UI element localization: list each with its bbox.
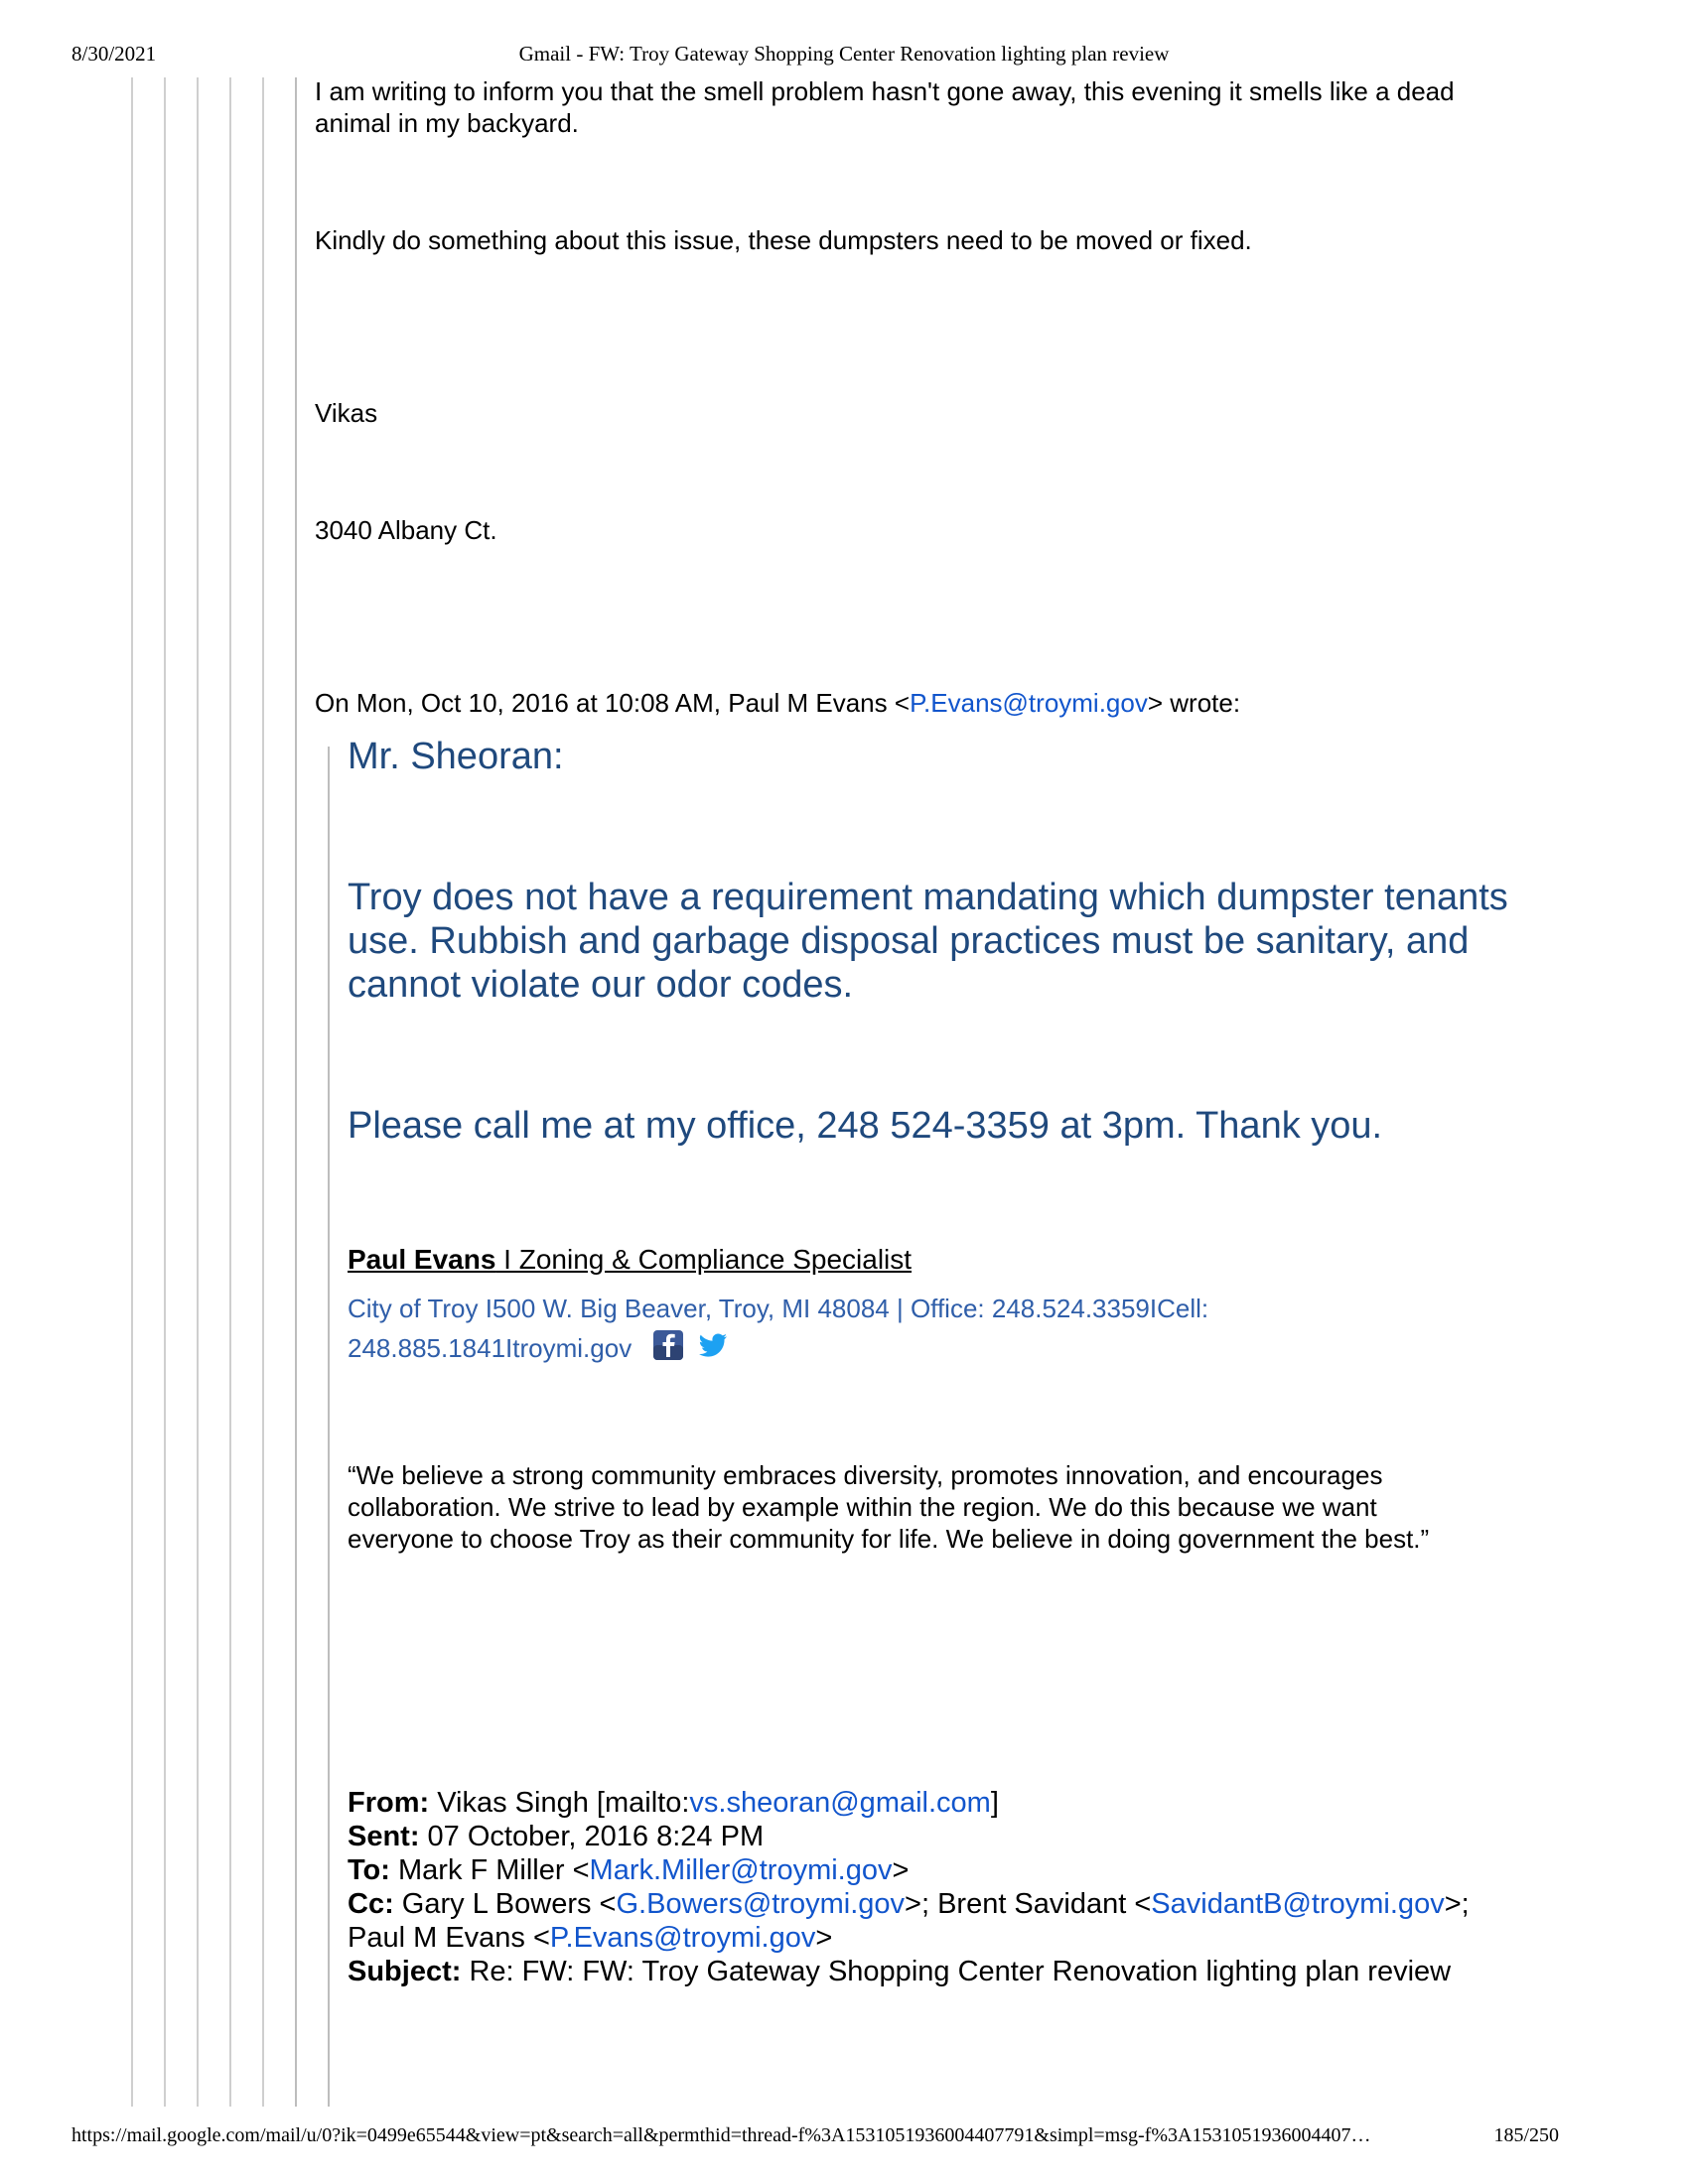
- page-number: 185/250: [1493, 2124, 1559, 2146]
- quote-bar: [295, 77, 297, 2107]
- quoted-paragraph: cannot violate our odor codes.: [348, 964, 854, 1006]
- facebook-icon[interactable]: [652, 1329, 684, 1372]
- header-subject: Subject: Re: FW: FW: Troy Gateway Shopping Center Renovation lighting plan review: [348, 1955, 1452, 1987]
- email-link[interactable]: P.Evans@troymi.gov: [549, 1921, 816, 1954]
- quoted-message: [348, 735, 1569, 1988]
- quote-bar: [262, 77, 264, 2107]
- signature-contact: 248.885.1841Itroymi.gov: [348, 1328, 1569, 1372]
- message-line: animal in my backyard.: [315, 108, 579, 138]
- quote-bar: [164, 77, 166, 2107]
- message-line: Kindly do something about this issue, these dumpsters need to be moved or fixed.: [315, 225, 1252, 255]
- quote-bar: [131, 77, 133, 2107]
- print-url: https://mail.google.com/mail/u/0?ik=0499e65544&view=pt&search=all&permthid=thread-f%3A1531051936004407791&simpl=msg-f%3A1531051936004407…: [71, 2124, 1371, 2146]
- email-link[interactable]: P.Evans@troymi.gov: [910, 688, 1148, 718]
- email-link[interactable]: Mark.Miller@troymi.gov: [589, 1853, 893, 1886]
- message-body: [315, 75, 1536, 719]
- header-from: From: Vikas Singh [mailto:vs.sheoran@gmail.com]: [348, 1786, 999, 1819]
- sender-name: Vikas: [315, 398, 378, 428]
- quoted-paragraph: Please call me at my office, 248 524-3359 at 3pm. Thank you.: [348, 1105, 1383, 1147]
- quote-bar: [229, 77, 231, 2107]
- header-cc-continued: Paul M Evans <P.Evans@troymi.gov>: [348, 1921, 833, 1954]
- print-footer: [71, 2124, 1617, 2152]
- message-line: I am writing to inform you that the smell problem hasn't gone away, this evening it smells like a dead: [315, 76, 1455, 106]
- mission-statement: everyone to choose Troy as their community for life. We believe in doing government the best.”: [348, 1523, 1430, 1554]
- header-to: To: Mark F Miller <Mark.Miller@troymi.gov>: [348, 1853, 910, 1886]
- mission-statement: “We believe a strong community embraces diversity, promotes innovation, and encourages: [348, 1459, 1383, 1490]
- print-date: 8/30/2021: [71, 42, 157, 66]
- quote-bar: [197, 77, 199, 2107]
- mission-statement: collaboration. We strive to lead by example within the region. We do this because we want: [348, 1491, 1377, 1522]
- signature-title: Paul Evans I Zoning & Compliance Specialist: [348, 1244, 913, 1275]
- print-title: Gmail - FW: Troy Gateway Shopping Center Renovation lighting plan review: [518, 42, 1170, 66]
- quote-bar: [328, 747, 330, 2107]
- twitter-icon[interactable]: [698, 1330, 728, 1370]
- email-link[interactable]: G.Bowers@troymi.gov: [616, 1887, 906, 1920]
- email-link[interactable]: vs.sheoran@gmail.com: [689, 1786, 991, 1819]
- email-link[interactable]: SavidantB@troymi.gov: [1151, 1887, 1445, 1920]
- forwarded-header: [348, 1786, 1569, 1988]
- header-cc: Cc: Gary L Bowers <G.Bowers@troymi.gov>; Brent Savidant <SavidantB@troymi.gov>;: [348, 1887, 1470, 1920]
- quoted-paragraph: Troy does not have a requirement mandating which dumpster tenants: [348, 877, 1508, 918]
- header-sent: Sent: 07 October, 2016 8:24 PM: [348, 1820, 765, 1852]
- sender-address: 3040 Albany Ct.: [315, 515, 497, 545]
- greeting: Mr. Sheoran:: [348, 736, 564, 777]
- quote-intro: On Mon, Oct 10, 2016 at 10:08 AM, Paul M Evans <P.Evans@troymi.gov> wrote:: [315, 688, 1241, 718]
- signature-name: Paul Evans: [348, 1244, 496, 1275]
- quoted-paragraph: use. Rubbish and garbage disposal practices must be sanitary, and: [348, 920, 1470, 962]
- signature-contact: City of Troy I500 W. Big Beaver, Troy, MI 48084 | Office: 248.524.3359ICell:: [348, 1294, 1209, 1323]
- print-header: [71, 42, 1617, 69]
